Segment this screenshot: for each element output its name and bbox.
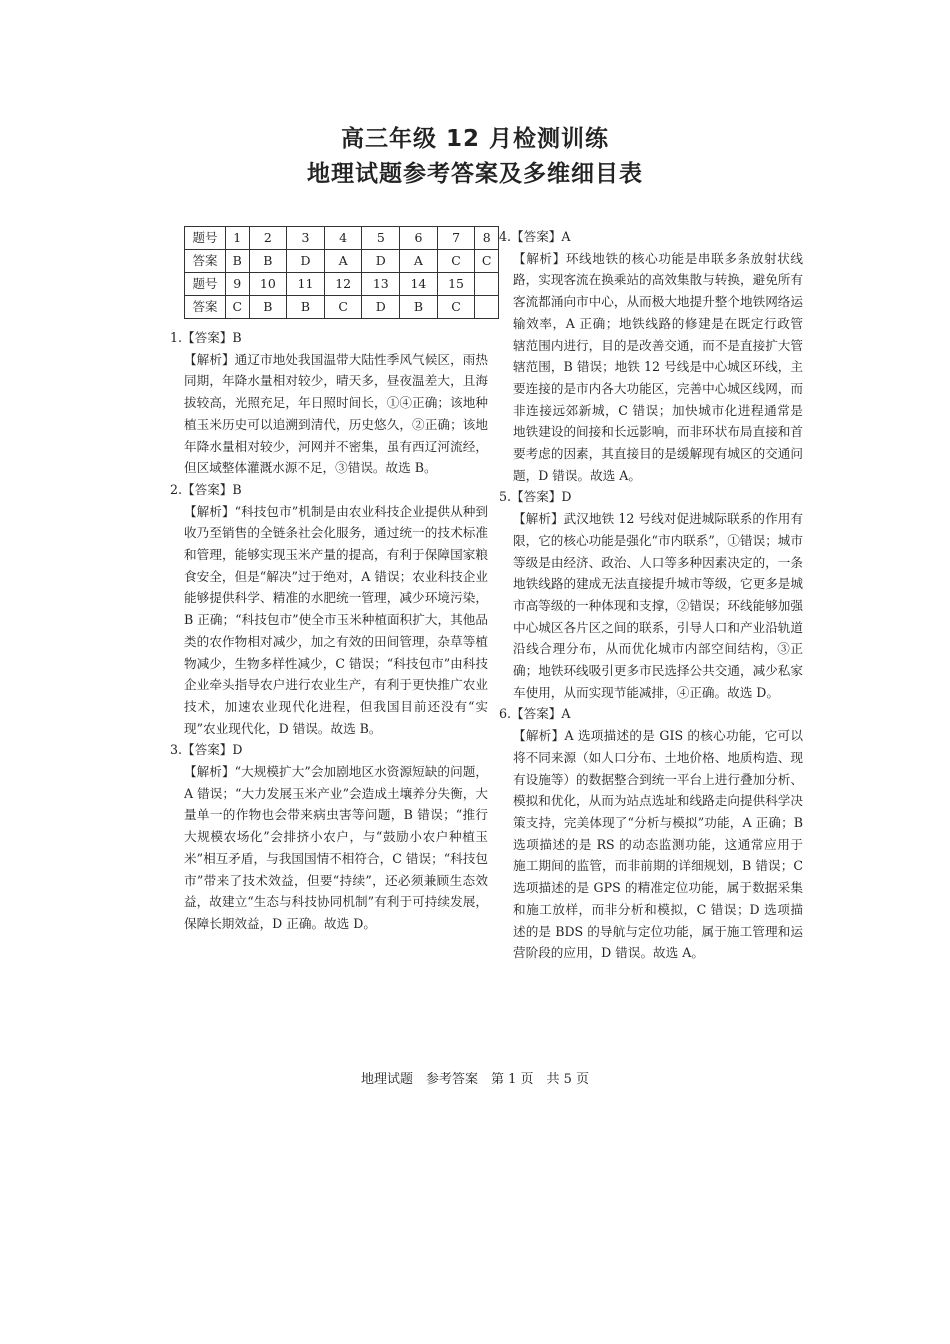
cell: B	[249, 250, 287, 273]
cell: B	[249, 296, 287, 319]
cell: C	[475, 250, 499, 273]
cell: B	[400, 296, 438, 319]
cell: 1	[226, 227, 250, 250]
page-title: 高三年级 12 月检测训练	[340, 126, 610, 152]
right-column	[499, 226, 803, 964]
question-4-analysis: 【解析】环线地铁的核心功能是串联多条放射状线路，实现客流在换乘站的高效集散与转换，避免所有客流都涌向市中心，从而极大地提升整个地铁网络运输效率，A 正确；地铁线路的修建是在既定行政管辖范围内进行，目的是改善交通，而不是直接扩大管辖范围，B 错误；地铁 12 号线是中心城区环线，主要连接的是市内各大功能区，完善中心城区线网，而非连接远郊新城，C 错误；加快城市化进程通常是地铁建设的间接和长远影响，而非环状布局直接和首要考虑的因素，其直接目的是缓解现有城区的交通问题，D 错误。故选 A。	[513, 250, 803, 483]
question-5-answer: 5.【答案】D	[499, 489, 572, 505]
cell: 4	[324, 227, 362, 250]
question-5-analysis: 【解析】武汉地铁 12 号线对促进城际联系的作用有限，它的核心功能是强化“市内联系”，①错误；城市等级是由经济、政治、人口等多种因素决定的，一条地铁线路的建成无法直接提升城市等级，它更多是城市高等级的一种体现和支撑，②错误；环线能够加强中心城区各片区之间的联系，引导人口和产业沿轨道沿线合理分布，从而优化城市内部空间结构，③正确；地铁环线吸引更多市民选择公共交通，减少私家车使用，从而实现节能减排，④正确。故选 D。	[513, 511, 803, 700]
cell: C	[437, 250, 475, 273]
row-label: 题号	[185, 227, 226, 250]
table-row	[185, 273, 499, 296]
left-column	[170, 226, 492, 935]
question-3-analysis: 【解析】“大规模扩大”会加剧地区水资源短缺的问题，A 错误；“大力发展玉米产业”会造成土壤养分失衡，大量单一的作物也会带来病虫害等问题，B 错误；“推行大规模农场化”会排挤小农户，与“鼓励小农户种植玉米”相互矛盾，与我国国情不相符合，C 错误；“科技包市”带来了技术效益，但要“持续”，还必须兼顾生态效益，故建立“生态与科技协同机制”有利于可持续发展，保障长期效益，D 正确。故选 D。	[184, 764, 488, 931]
cell: 15	[437, 273, 475, 296]
cell: 13	[362, 273, 400, 296]
cell: C	[437, 296, 475, 319]
page-subtitle: 地理试题参考答案及多维细目表	[307, 161, 643, 187]
cell: 5	[362, 227, 400, 250]
cell	[475, 273, 499, 296]
cell: 2	[249, 227, 287, 250]
cell: C	[324, 296, 362, 319]
table-row	[185, 250, 499, 273]
cell: D	[287, 250, 325, 273]
cell: 8	[475, 227, 499, 250]
cell: 11	[287, 273, 325, 296]
cell: C	[226, 296, 250, 319]
question-6-analysis: 【解析】A 选项描述的是 GIS 的核心功能，它可以将不同来源（如人口分布、土地价格、地质构造、现有设施等）的数据整合到统一平台上进行叠加分析、模拟和优化，从而为站点选址和线路走向提供科学决策支持，完美体现了“分析与模拟”功能，A 正确；B 选项描述的是 RS 的动态监测功能，这通常应用于施工期间的监管，而非前期的详细规划，B 错误；C 选项描述的是 GPS 的精准定位功能，属于数据采集和施工放样，而非分析和模拟，C 错误；D 选项描述的是 BDS 的导航与定位功能，属于施工管理和运营阶段的应用，D 错误。故选 A。	[513, 728, 803, 961]
page-footer: 地理试题 参考答案 第 1 页 共 5 页	[360, 1072, 590, 1087]
cell: 9	[226, 273, 250, 296]
question-3-answer: 3.【答案】D	[170, 742, 243, 758]
cell: D	[362, 296, 400, 319]
row-label: 答案	[185, 250, 226, 273]
cell: B	[287, 296, 325, 319]
cell: 7	[437, 227, 475, 250]
cell: 10	[249, 273, 287, 296]
table-row	[185, 296, 499, 319]
cell: 14	[400, 273, 438, 296]
question-4-answer: 4.【答案】A	[499, 229, 571, 244]
question-6-answer: 6.【答案】A	[499, 706, 571, 722]
cell: 6	[400, 227, 438, 250]
cell: A	[400, 250, 438, 273]
row-label: 答案	[185, 296, 226, 319]
cell: 3	[287, 227, 325, 250]
answer-table	[184, 226, 499, 319]
cell: D	[362, 250, 400, 273]
question-1-analysis: 【解析】通辽市地处我国温带大陆性季风气候区，雨热同期，年降水量相对较少，晴天多，昼夜温差大，且海拔较高，光照充足，年日照时间长，①④正确；该地种植玉米历史可以追溯到清代，历史悠久，②正确；该地年降水量相对较少，河网并不密集，虽有西辽河流经，但区域整体灌溉水源不足，③错误。故选 B。	[184, 351, 488, 476]
cell: 12	[324, 273, 362, 296]
cell: A	[324, 250, 362, 273]
question-1-answer: 1.【答案】B	[170, 330, 242, 345]
cell: B	[226, 250, 250, 273]
table-row	[185, 227, 499, 250]
question-2-analysis: 【解析】“科技包市”机制是由农业科技企业提供从种到收乃至销售的全链条社会化服务，通过统一的技术标准和管理，能够实现玉米产量的提高，有利于保障国家粮食安全，但是“解决”过于绝对，A 错误；农业科技企业能够提供科学、精准的水肥统一管理，减少环境污染，B 正确；“科技包市”使全市玉米种植面积扩大，其他品类的农作物相对减少，加之有效的田间管理，杂草等植物减少，生物多样性减少，C 错误；“科技包市”由科技企业牵头指导农户进行农业生产，有利于更快推广农业技术，加速农业现代化进程，但我国目前还没有“实现”农业现代化，D 错误。故选 B。	[184, 503, 488, 736]
question-2-answer: 2.【答案】B	[170, 481, 242, 497]
row-label: 题号	[185, 273, 226, 296]
cell	[475, 296, 499, 319]
